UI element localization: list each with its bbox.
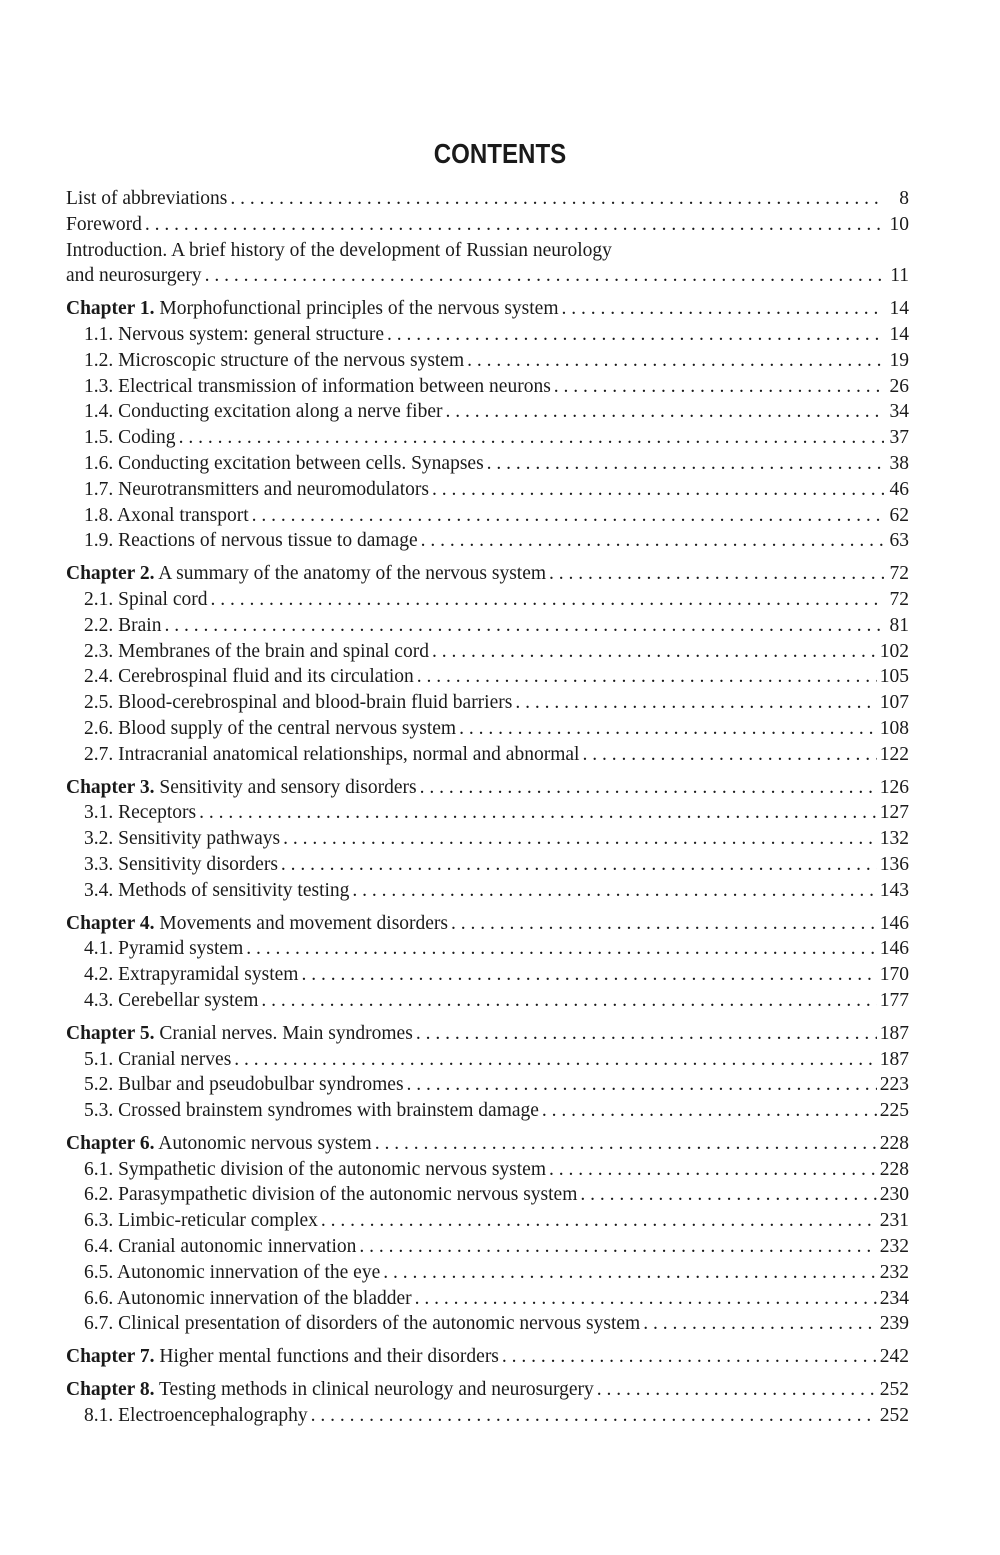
toc-section-entry[interactable] [66, 1098, 909, 1124]
toc-chapter-2[interactable] [66, 561, 909, 587]
leader-dots [199, 800, 877, 826]
toc-chapter-title [66, 1021, 413, 1047]
toc-chapter-title [66, 911, 448, 937]
toc-section-title: 6.6. Autonomic innervation of the bladder [84, 1287, 412, 1309]
toc-section-entry[interactable] [66, 399, 909, 425]
leader-dots [375, 1131, 877, 1157]
toc-section-title: 4.2. Extrapyramidal system [84, 964, 299, 986]
leader-dots [252, 503, 884, 529]
toc-section-title: 5.1. Cranial nerves [84, 1048, 232, 1070]
toc-section-title: 1.6. Conducting excitation between cells. Synapses [84, 452, 484, 474]
chapter-label: Chapter 4. [66, 912, 155, 934]
toc-entry-title: Foreword [66, 213, 142, 235]
leader-dots [459, 716, 877, 742]
toc-section-entry[interactable] [66, 374, 909, 400]
leader-dots [246, 936, 877, 962]
toc-page-number: 63 [889, 530, 909, 552]
toc-section-title: 2.7. Intracranial anatomical relationships, normal and abnormal [84, 743, 580, 765]
toc-section-entry[interactable] [66, 503, 909, 529]
toc-section-title: 1.5. Coding [84, 427, 176, 449]
toc-section-entry[interactable] [66, 1157, 909, 1183]
toc-chapter-title [66, 296, 559, 322]
leader-dots [549, 1157, 877, 1183]
leader-dots [562, 296, 885, 322]
toc-chapter-1[interactable] [66, 296, 909, 322]
toc-page-number: 105 [879, 666, 909, 688]
toc-entry-abbreviations[interactable] [66, 186, 909, 212]
toc-section-title: 5.3. Crossed brainstem syndromes with brainstem damage [84, 1100, 539, 1122]
leader-dots [387, 322, 884, 348]
chapter-label: Chapter 5. [66, 1022, 155, 1044]
chapter-title-text: A summary of the anatomy of the nervous system [154, 563, 547, 585]
toc-section-entry[interactable] [66, 477, 909, 503]
leader-dots [467, 348, 884, 374]
toc-section-title: 2.2. Brain [84, 614, 162, 636]
toc-chapter-title [66, 561, 546, 587]
toc-page-number: 143 [879, 879, 909, 901]
toc-section-entry[interactable] [66, 322, 909, 348]
toc-page-number: 232 [879, 1236, 909, 1258]
toc-section-entry[interactable] [66, 451, 909, 477]
toc-section-title: 2.4. Cerebrospinal fluid and its circulation [84, 666, 414, 688]
toc-page-number: 126 [879, 776, 909, 798]
leader-dots [283, 826, 877, 852]
toc-page-number: 234 [879, 1287, 909, 1309]
toc-chapter-title [66, 1377, 594, 1403]
toc-page-number: 187 [879, 1048, 909, 1070]
toc-section-title: 6.7. Clinical presentation of disorders of the autonomic nervous system [84, 1313, 641, 1335]
table-of-contents [66, 186, 909, 1429]
toc-section-entry[interactable] [66, 613, 909, 639]
toc-section-title: 1.2. Microscopic structure of the nervous system [84, 349, 465, 371]
leader-dots [445, 399, 884, 425]
chapter-title-text: Testing methods in clinical neurology and neurosurgery [154, 1379, 594, 1401]
toc-page-number: 242 [879, 1346, 909, 1368]
toc-entry-introduction-line1[interactable]: Introduction. A brief history of the development of Russian neurology [66, 239, 612, 261]
toc-section-title: 2.1. Spinal cord [84, 588, 208, 610]
toc-section-entry[interactable] [66, 742, 909, 768]
toc-page-number: 81 [889, 614, 909, 636]
toc-page-number: 187 [879, 1022, 909, 1044]
leader-dots [230, 186, 884, 212]
leader-dots [420, 775, 877, 801]
toc-section-entry[interactable] [66, 664, 909, 690]
toc-section-entry[interactable] [66, 425, 909, 451]
toc-chapter-3[interactable] [66, 775, 909, 801]
leader-dots [383, 1260, 877, 1286]
toc-section-title: 1.3. Electrical transmission of information between neurons [84, 375, 551, 397]
toc-page-number: 232 [879, 1261, 909, 1283]
toc-section-entry[interactable] [66, 1047, 909, 1073]
chapter-title-text: Autonomic nervous system [154, 1132, 372, 1154]
leader-dots [597, 1377, 877, 1403]
toc-page-number: 72 [889, 563, 909, 585]
toc-chapter-5[interactable] [66, 1021, 909, 1047]
leader-dots [421, 528, 884, 554]
leader-dots [415, 1286, 877, 1312]
chapter-label: Chapter 3. [66, 776, 155, 798]
leader-dots [416, 1021, 877, 1047]
toc-page-number: 102 [879, 640, 909, 662]
toc-page-number: 223 [879, 1074, 909, 1096]
toc-section-entry[interactable] [66, 988, 909, 1014]
toc-page-number: 252 [879, 1379, 909, 1401]
toc-section-entry[interactable] [66, 962, 909, 988]
chapter-title-text: Cranial nerves. Main syndromes [154, 1022, 413, 1044]
toc-section-title: 4.1. Pyramid system [84, 938, 244, 960]
toc-section-entry[interactable] [66, 878, 909, 904]
chapter-label: Chapter 1. [66, 298, 155, 320]
toc-page-number: 228 [879, 1158, 909, 1180]
leader-dots [145, 212, 884, 238]
leader-dots [432, 639, 877, 665]
toc-section-title: 6.2. Parasympathetic division of the autonomic nervous system [84, 1184, 578, 1206]
toc-page-number: 14 [889, 323, 909, 345]
toc-section-title: 2.5. Blood-cerebrospinal and blood-brain fluid barriers [84, 692, 513, 714]
toc-section-entry[interactable] [66, 639, 909, 665]
toc-section-title: 6.5. Autonomic innervation of the eye [84, 1261, 381, 1283]
toc-section-entry[interactable] [66, 1208, 909, 1234]
toc-page-number: 10 [889, 213, 909, 235]
toc-section-entry[interactable] [66, 1260, 909, 1286]
chapter-label: Chapter 2. [66, 563, 155, 585]
toc-page-number: 62 [889, 504, 909, 526]
toc-section-entry[interactable] [66, 1182, 909, 1208]
toc-page-number: 230 [879, 1184, 909, 1206]
toc-page-number: 19 [889, 349, 909, 371]
leader-dots [432, 477, 884, 503]
toc-chapter-6[interactable] [66, 1131, 909, 1157]
chapter-title-text: Higher mental functions and their disorders [154, 1346, 499, 1368]
toc-page-number: 231 [879, 1210, 909, 1232]
toc-section-title: 5.2. Bulbar and pseudobulbar syndromes [84, 1074, 404, 1096]
toc-page-number: 8 [899, 188, 909, 209]
toc-page-number: 107 [879, 692, 909, 714]
leader-dots [643, 1311, 877, 1337]
toc-chapter-title [66, 775, 417, 801]
toc-chapter-8[interactable] [66, 1377, 909, 1403]
leader-dots [451, 911, 877, 937]
toc-page-number: 225 [879, 1100, 909, 1122]
toc-chapter-4[interactable] [66, 911, 909, 937]
leader-dots [205, 263, 884, 289]
leader-dots [164, 613, 884, 639]
toc-page-number: 38 [889, 452, 909, 474]
leader-dots [210, 587, 884, 613]
toc-page-number: 14 [889, 298, 909, 320]
toc-section-entry[interactable] [66, 826, 909, 852]
chapter-label: Chapter 7. [66, 1346, 155, 1368]
toc-section-entry[interactable] [66, 800, 909, 826]
leader-dots [407, 1072, 877, 1098]
toc-section-entry[interactable] [66, 852, 909, 878]
leader-dots [281, 852, 877, 878]
toc-chapter-title [66, 1131, 372, 1157]
leader-dots [417, 664, 877, 690]
leader-dots [261, 988, 876, 1014]
toc-section-title: 3.2. Sensitivity pathways [84, 828, 281, 850]
toc-section-title: 3.4. Methods of sensitivity testing [84, 879, 350, 901]
toc-page-number: 132 [879, 828, 909, 850]
toc-section-title: 2.3. Membranes of the brain and spinal cord [84, 640, 429, 662]
toc-section-entry[interactable] [66, 1286, 909, 1312]
toc-section-title: 6.4. Cranial autonomic innervation [84, 1236, 357, 1258]
toc-section-entry[interactable] [66, 1072, 909, 1098]
page-title: CONTENTS [433, 138, 567, 169]
toc-entry-title: List of abbreviations [66, 188, 228, 209]
toc-section-title: 8.1. Electroencephalography [84, 1404, 308, 1426]
toc-page-number: 136 [879, 853, 909, 875]
toc-page-number: 170 [879, 964, 909, 986]
chapter-list [66, 289, 909, 1428]
toc-page-number: 46 [889, 478, 909, 500]
toc-section-entry[interactable] [66, 690, 909, 716]
toc-section-entry[interactable] [66, 587, 909, 613]
leader-dots [542, 1098, 877, 1124]
chapter-title-text: Morphofunctional principles of the nervous system [154, 298, 559, 320]
toc-section-title: 2.6. Blood supply of the central nervous system [84, 717, 457, 739]
toc-section-title: 1.7. Neurotransmitters and neuromodulators [84, 478, 429, 500]
toc-page-number: 146 [879, 912, 909, 934]
toc-page-number: 177 [879, 989, 909, 1011]
toc-section-title: 6.3. Limbic-reticular complex [84, 1210, 318, 1232]
toc-section-entry[interactable] [66, 1311, 909, 1337]
toc-section-entry[interactable] [66, 1234, 909, 1260]
toc-section-title: 1.8. Axonal transport [84, 504, 249, 526]
toc-section-title: 3.1. Receptors [84, 802, 197, 824]
toc-section-entry[interactable] [66, 348, 909, 374]
chapter-title-text: Sensitivity and sensory disorders [154, 776, 417, 798]
toc-section-title: 3.3. Sensitivity disorders [84, 853, 278, 875]
leader-dots [580, 1182, 876, 1208]
toc-page-number: 34 [889, 401, 909, 423]
leader-dots [234, 1047, 876, 1073]
toc-section-entry[interactable] [66, 1403, 909, 1429]
toc-section-title: 6.1. Sympathetic division of the autonomic nervous system [84, 1158, 546, 1180]
toc-section-entry[interactable] [66, 716, 909, 742]
leader-dots [301, 962, 876, 988]
leader-dots [311, 1403, 877, 1429]
toc-section-title: 4.3. Cerebellar system [84, 989, 259, 1011]
toc-page-number: 127 [879, 802, 909, 824]
toc-page-number: 146 [879, 938, 909, 960]
toc-section-title: 1.4. Conducting excitation along a nerve fiber [84, 401, 443, 423]
leader-dots [359, 1234, 876, 1260]
chapter-title-text: Movements and movement disorders [154, 912, 449, 934]
toc-section-title: 1.1. Nervous system: general structure [84, 323, 385, 345]
toc-page-number: 252 [879, 1404, 909, 1426]
toc-page-number: 122 [879, 743, 909, 765]
toc-entry-introduction[interactable] [66, 263, 909, 289]
chapter-label: Chapter 6. [66, 1132, 155, 1154]
leader-dots [554, 374, 884, 400]
leader-dots [582, 742, 876, 768]
leader-dots [352, 878, 876, 904]
toc-section-entry[interactable] [66, 528, 909, 554]
leader-dots [179, 425, 884, 451]
toc-section-entry[interactable] [66, 936, 909, 962]
leader-dots [321, 1208, 877, 1234]
toc-chapter-title [66, 1344, 499, 1370]
toc-page-number: 108 [879, 717, 909, 739]
toc-chapter-7[interactable] [66, 1344, 909, 1370]
toc-page-number: 228 [879, 1132, 909, 1154]
leader-dots [487, 451, 884, 477]
chapter-label: Chapter 8. [66, 1379, 155, 1401]
toc-page-number: 26 [889, 375, 909, 397]
toc-section-title: 1.9. Reactions of nervous tissue to damage [84, 530, 418, 552]
leader-dots [515, 690, 876, 716]
toc-entry-title: and neurosurgery [66, 265, 202, 287]
toc-page-number: 239 [879, 1313, 909, 1335]
toc-page-number: 37 [889, 427, 909, 449]
toc-entry-foreword[interactable] [66, 212, 909, 238]
toc-page-number: 72 [889, 588, 909, 610]
leader-dots [502, 1344, 877, 1370]
leader-dots [549, 561, 884, 587]
toc-page-number: 11 [890, 265, 909, 287]
